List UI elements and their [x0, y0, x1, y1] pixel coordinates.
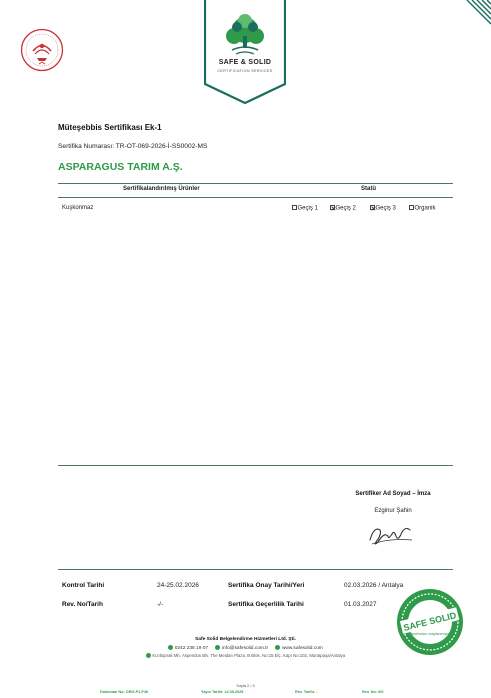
control-date-value: 24-25.02.2026	[157, 582, 199, 589]
ministry-logo-icon	[20, 28, 64, 72]
approval-date-value: 02.03.2026 / Antalya	[344, 582, 404, 589]
footer-contacts	[0, 645, 491, 651]
product-cell: Kuşkonmaz	[62, 205, 94, 211]
checkbox-unchecked-icon	[292, 205, 297, 210]
revision-date: Rev. Tarihi: -	[295, 690, 318, 694]
safe-solid-tree-logo	[204, 0, 286, 104]
location-pin-icon	[146, 653, 151, 658]
rev-label: Rev. No/Tarih	[62, 601, 103, 608]
status-option-label: Organik	[414, 205, 436, 212]
table-header-rule	[58, 197, 453, 198]
footer-address	[0, 653, 491, 658]
email-icon	[215, 645, 220, 650]
svg-text:SAFE SOLID: SAFE SOLID	[402, 610, 458, 633]
table-bottom-rule	[58, 465, 453, 466]
status-option-label: Geçiş 2	[335, 205, 356, 212]
company-name: ASPARAGUS TARIM A.Ş.	[58, 161, 183, 173]
handwritten-signature	[366, 522, 416, 548]
rev-value: -/-	[157, 601, 164, 608]
status-option-gecis-2	[330, 205, 356, 212]
status-option-label: Geçiş 3	[375, 205, 396, 212]
corner-stripe-decoration	[461, 0, 491, 30]
validity-date-label: Sertifika Geçerlilik Tarihi	[228, 601, 304, 608]
status-option-organik	[409, 205, 436, 212]
document-title: Müteşebbis Sertifikası Ek-1	[58, 123, 162, 132]
footer-website-text: www.safesolid.com	[281, 646, 323, 651]
certificate-number: Sertifika Numarası: TR-OT-069-2026-İ-SS0002-MS	[58, 143, 208, 150]
footer-phone-text: 0242 238 19 07	[174, 646, 209, 651]
footer-company-name: Safe Solid Belgelendirme Hizmetleri Ltd. Şti.	[195, 637, 296, 642]
table-top-rule	[58, 183, 453, 184]
checkbox-unchecked-icon	[409, 205, 414, 210]
certifier-signature-title: Sertifiker Ad Soyad – İmza	[355, 491, 431, 497]
approval-date-label: Sertifika Onay Tarihi/Yeri	[228, 582, 305, 589]
status-option-gecis-3	[370, 205, 396, 212]
footer-phone	[168, 646, 208, 651]
footer-address-text: Kızıltoprak Mh. Aspendos Blv. The Meidan Plaza, B Blok, No:15 Elç. Kapı No:102, Muratpaşa/Antalya	[152, 653, 346, 658]
status-option-gecis-1	[292, 205, 318, 212]
footer-email[interactable]	[215, 646, 268, 651]
checkbox-checked-icon	[370, 205, 375, 210]
status-option-label: Geçiş 1	[297, 205, 318, 212]
products-column-header: Sertifikalandırılmış Ürünler	[123, 186, 200, 192]
page-number: Sayfa 2 / 3	[236, 684, 255, 688]
phone-icon	[168, 645, 173, 650]
logo-subtitle-text: CERTIFICATION SERVICES	[217, 69, 273, 73]
control-date-label: Kontrol Tarihi	[62, 582, 105, 589]
footer-email-text: info@safesolid.com.tr	[221, 646, 269, 651]
validity-date-value: 01.03.2027	[344, 601, 377, 608]
document-number: Doküman No: ORG-P1-F46	[100, 690, 149, 694]
status-column-header: Statü	[361, 186, 376, 192]
globe-icon	[275, 645, 280, 650]
checkbox-checked-icon	[330, 205, 335, 210]
certifier-name: Ezginur Şahin	[374, 508, 412, 514]
footer-website[interactable]	[275, 646, 322, 651]
publication-date: Yayın Tarihi: 14.05.2025	[201, 690, 244, 694]
info-top-rule	[58, 569, 453, 570]
logo-brand-text: SAFE & SOLID	[218, 59, 272, 66]
svg-text:tarafından onaylanmıştır: tarafından onaylanmıştır	[410, 632, 450, 636]
revision-number: Rev. No: 0/0	[362, 690, 384, 694]
